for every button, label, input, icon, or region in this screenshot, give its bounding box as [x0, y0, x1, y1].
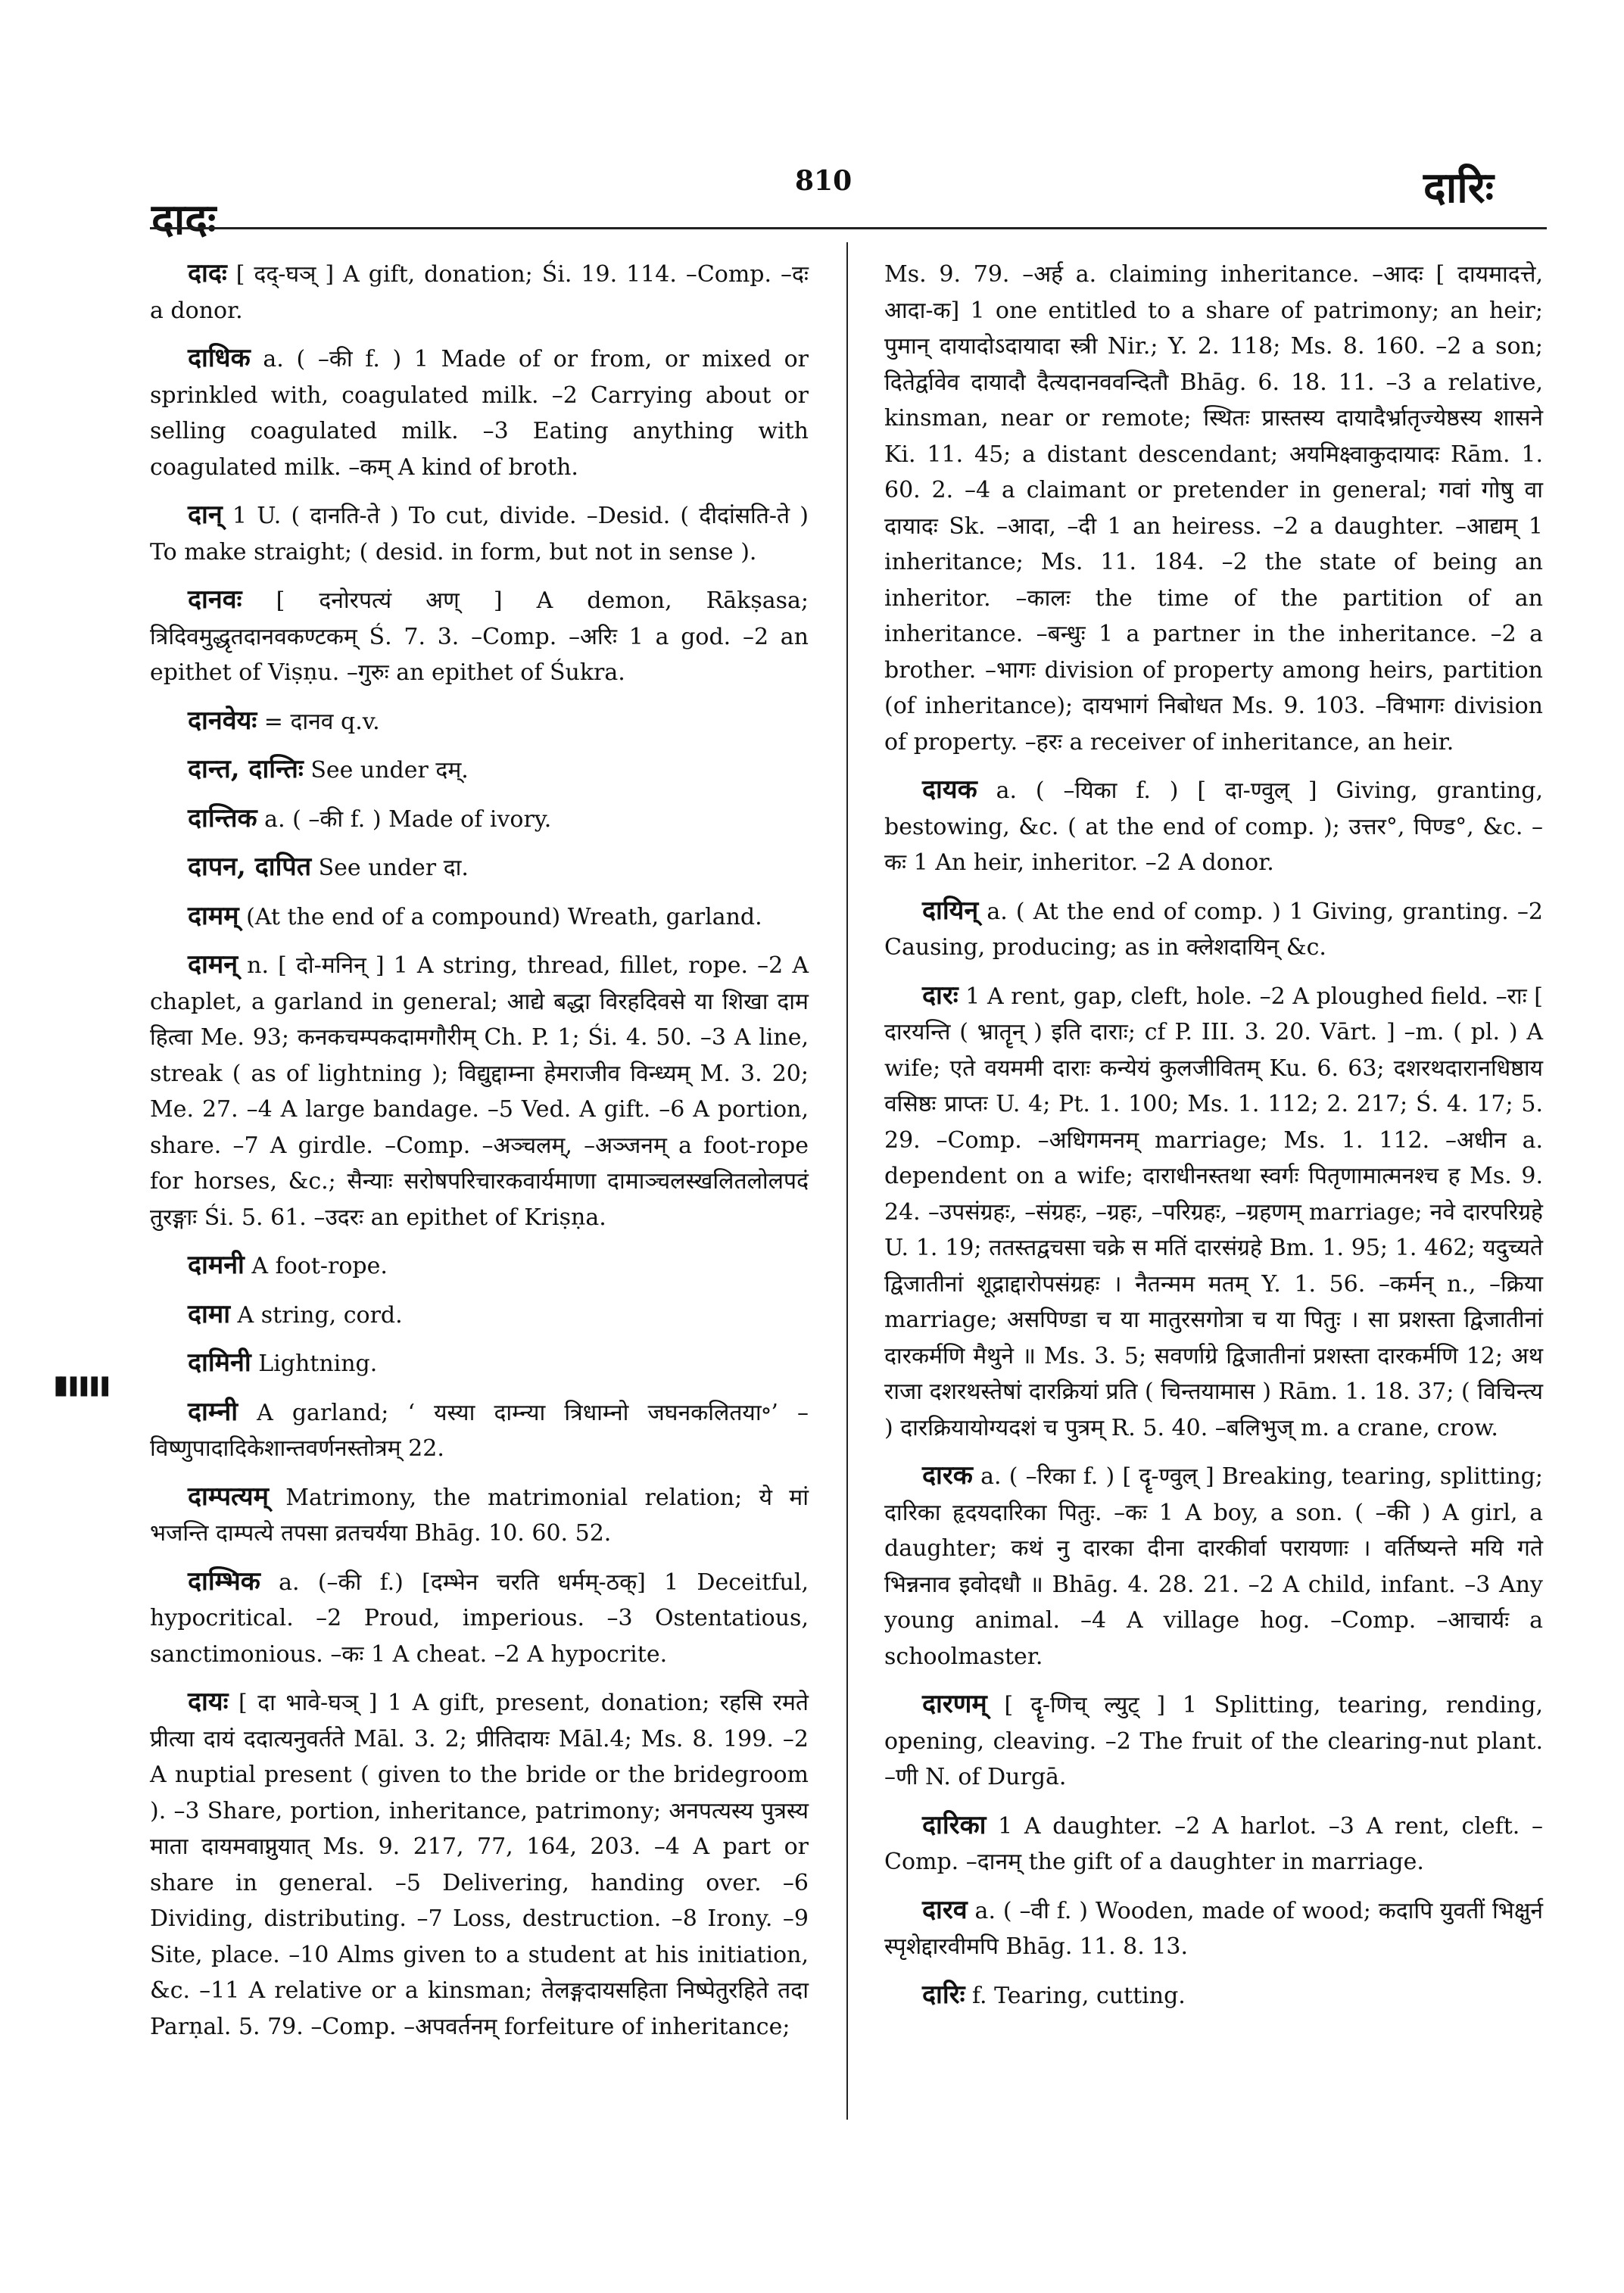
entry [150, 703, 809, 740]
definition: Matrimony, the matrimonial relation; ये मां भजन्ति दाम्पत्ये तपसा व्रतचर्यया Bhāg. 10. 60. 52. [150, 1484, 809, 1547]
running-head-left: दादः [151, 195, 217, 245]
headword: दाधिक [188, 343, 251, 373]
definition: a. ( –की f. ) 1 Made of or from, or mixed or sprinkled with, coagulated milk. –2 Carrying about or selling coagulated milk. –3 Eating anything with coagulated milk. –कम् A kind of broth. [150, 346, 809, 481]
entry [884, 1808, 1543, 1880]
entry [884, 772, 1543, 881]
definition: a. (–की f.) [दम्भेन चरति धर्मम्-ठक्] 1 Deceitful, hypocritical. –2 Proud, imperious. –3 Ostentatious, sanctimonious. –कः 1 A cheat. –2 A hypocrite. [150, 1569, 809, 1668]
entry [884, 978, 1543, 1447]
entry [884, 893, 1543, 966]
definition: a. ( –वी f. ) Wooden, made of wood; कदापि युवतीं भिक्षुर्न स्पृशेद्दारवीमपि Bhāg. 11. 8. 13. [884, 1897, 1543, 1960]
headword: दान् [188, 500, 223, 530]
entry [150, 1479, 809, 1552]
entry [884, 256, 1543, 760]
headword: दाम्नी [188, 1396, 238, 1427]
entry [884, 1893, 1543, 1965]
definition: a. ( –रिका f. ) [ दॄ-ण्वुल् ] Breaking, tearing, splitting; दारिका हृदयदारिका पितुः. –कः 1 A boy, a son. ( –की ) A girl, a daughter; कथं नु दारका दीना दारकीर्वा परायणाः । वर्तिष्यन्ते मयि गते भिन्ननाव इवोदधौ ॥ Bhāg. 4. 28. 21. –2 A child, infant. –3 Any young animal. –4 A village hog. –Comp. –आचार्यः a schoolmaster. [884, 1463, 1543, 1670]
definition: (At the end of a compound) Wreath, garland. [238, 903, 762, 930]
headword: दायः [188, 1687, 229, 1717]
entry [150, 1345, 809, 1382]
entry [150, 1394, 809, 1467]
headword: दान्त, दान्तिः [188, 754, 304, 784]
definition: a. ( At the end of comp. ) 1 Giving, granting. –2 Causing, producing; as in क्लेशदायिन् &c. [884, 898, 1543, 961]
headword: दाम्पत्यम् [188, 1481, 269, 1512]
headword: दादः [188, 258, 227, 288]
headword: दानवः [188, 584, 242, 615]
entry [150, 1684, 809, 2045]
headword: दायक [922, 774, 977, 805]
definition: 1 A rent, gap, cleft, hole. –2 A ploughed field. –राः [ दारयन्ति ( भ्रातॄन् ) इति दाराः; cf P. III. 3. 20. Vārt. ] –m. ( pl. ) A wife; एते वयममी दाराः कन्येयं कुलजीवितम् Ku. 6. 63; दशरथदारानधिष्ठाय वसिष्ठः प्राप्तः U. 4; Pt. 1. 100; Ms. 1. 112; 2. 217; Ś. 4. 17; 5. 29. –Comp. –अधिगमनम् marriage; Ms. 1. 112. –अधीन a. dependent on a wife; दाराधीनस्तथा स्वर्गः पितृणामात्मनश्च ह Ms. 9. 24. –उपसंग्रहः, –संग्रहः, –ग्रहः, –परिग्रहः, –ग्रहणम् marriage; नवे दारपरिग्रहे U. 1. 19; ततस्तद्वचसा चक्रे स मतिं दारसंग्रहे Bm. 1. 95; 1. 462; यदुच्यते द्विजातीनां शूद्राद्दारोपसंग्रहः । नैतन्मम मतम् Y. 1. 56. –कर्मन् n., –क्रिया marriage; असपिण्डा च या मातुरसगोत्रा च या पितुः । सा प्रशस्ता द्विजातीनां दारकर्मणि मैथुने ॥ Ms. 3. 5; सवर्णाग्रे द्विजातीनां प्रशस्ता दारकर्मणि 12; अथ राजा दशरथस्तेषां दारक्रियां प्रति ( चिन्तयामास ) Rām. 1. 18. 37; ( विचिन्त्य ) दारक्रियायोग्यदशं च पुत्रम् R. 5. 40. –बलिभुज् m. a crane, crow. [884, 983, 1543, 1441]
headword: दान्तिक [188, 802, 257, 833]
headword: दामन् [188, 949, 238, 980]
headword: दापन, दापित [188, 852, 312, 882]
entry [150, 752, 809, 789]
headword: दामम् [188, 900, 239, 931]
definition: a. ( –यिका f. ) [ दा-ण्वुल् ] Giving, granting, bestowing, &c. ( at the end of comp. ); उत्तर°, पिण्ड°, &c. –कः 1 An heir, inheritor. –2 A donor. [884, 777, 1543, 876]
headword: दारिः [922, 1979, 965, 2010]
entry [150, 947, 809, 1235]
entry [884, 1687, 1543, 1796]
left-column [150, 256, 809, 2057]
definition: Lightning. [251, 1351, 378, 1377]
definition: 1 A daughter. –2 A harlot. –3 A rent, cleft. –Comp. –दानम् the gift of a daughter in marriage. [884, 1812, 1543, 1875]
page-number: 810 [795, 165, 853, 197]
entry [150, 1248, 809, 1285]
entry [150, 341, 809, 485]
headword: दारव [922, 1894, 968, 1925]
entry [150, 582, 809, 691]
right-column [884, 256, 1543, 2026]
column-divider [846, 242, 848, 2120]
headword: दारक [922, 1460, 973, 1491]
headword: दामा [188, 1298, 230, 1329]
entry [150, 1297, 809, 1334]
headword: दामिनी [188, 1347, 251, 1378]
entry [150, 497, 809, 570]
running-head-right: दारिः [1423, 163, 1494, 213]
definition: = दानव q.v. [257, 708, 380, 735]
entry [150, 1564, 809, 1673]
definition: [ दद्-घञ् ] A gift, donation; Śi. 19. 114. –Comp. –दः a donor. [150, 261, 809, 324]
entry [150, 899, 809, 936]
header-rule [150, 227, 1547, 229]
definition: 1 U. ( दानति-ते ) To cut, divide. –Desid. ( दीदांसति-ते ) To make straight; ( desid. in form, but not in sense ). [150, 503, 809, 565]
headword: दारिका [922, 1809, 987, 1840]
definition: A garland; ‘ यस्या दाम्न्या त्रिधाम्नो जघनकलितया॰’ –विष्णुपादादिकेशान्तवर्णनस्तोत्रम् 22. [150, 1399, 809, 1462]
definition: See under दा. [311, 855, 469, 881]
headword: दायिन् [922, 895, 979, 926]
entry [884, 1977, 1543, 2014]
headword: दारणम् [922, 1689, 987, 1719]
headword: दामनी [188, 1250, 245, 1280]
headword: दारः [922, 980, 959, 1011]
definition: A string, cord. [230, 1301, 403, 1329]
side-marker: ▐▌▌▌▌▌ [49, 1377, 113, 1397]
definition: Ms. 9. 79. –अर्ह a. claiming inheritance. –आदः [ दायमादत्ते, आदा-क] 1 one entitled to a share of patrimony; an heir; पुमान् दायादोऽदायादा स्त्री Nir.; Y. 2. 118; Ms. 8. 160. –2 a son; दितेर्द्वावेव दायादौ दैत्यदानववन्दितौ Bhāg. 6. 18. 11. –3 a relative, kinsman, near or remote; स्थितः प्रास्तस्य दायादैर्भ्रातृज्येष्ठस्य शासने Ki. 11. 45; a distant descendant; अयमिक्ष्वाकुदायादः Rām. 1. 60. 2. –4 a claimant or pretender in general; गवां गोषु वा दायादः Sk. –आदा, –दी 1 an heiress. –2 a daughter. –आद्यम् 1 inheritance; Ms. 11. 184. –2 the state of being an inheritor. –कालः the time of the partition of an inheritance. –बन्धुः 1 a partner in the inheritance. –2 a brother. –भागः division of property among heirs, partition (of inheritance); दायभागं निबोधत Ms. 9. 103. –विभागः division of property. –हरः a receiver of inheritance, an heir. [884, 261, 1543, 756]
headword: दाम्भिक [188, 1566, 260, 1597]
entry [150, 849, 809, 886]
definition: a. ( –की f. ) Made of ivory. [257, 805, 552, 833]
definition: See under दम्. [303, 757, 469, 784]
entry [884, 1458, 1543, 1675]
entry [150, 256, 809, 329]
definition: n. [ दो-मनिन् ] 1 A string, thread, fillet, rope. –2 A chaplet, a garland in general; आद्ये बद्धा विरहदिवसे या शिखा दाम हित्वा Me. 93; कनकचम्पकदामगौरीम् Ch. P. 1; Śi. 4. 50. –3 A line, streak ( as of lightning ); विद्युद्दाम्ना हेमराजीव विन्ध्यम् M. 3. 20; Me. 27. –4 A large bandage. –5 Ved. A gift. –6 A portion, share. –7 A girdle. –Comp. –अञ्चलम्, –अञ्जनम् a foot-rope for horses, &c.; सैन्याः सरोषपरिचारकवार्यमाणा दामाञ्चलस्खलितलोलपदं तुरङ्गाः Śi. 5. 61. –उदरः an epithet of Kriṣṇa. [150, 952, 809, 1231]
headword: दानवेयः [188, 705, 257, 736]
definition: [ दॄ-णिच् ल्युट् ] 1 Splitting, tearing, rending, opening, cleaving. –2 The fruit of the clearing-nut plant. –णी N. of Durgā. [884, 1692, 1543, 1790]
definition: f. Tearing, cutting. [965, 1982, 1186, 2009]
entry [150, 801, 809, 838]
definition: A foot-rope. [244, 1253, 388, 1279]
definition: [ दनोरपत्यं अण् ] A demon, Rākṣasa; त्रिदिवमुद्धृतदानवकण्टकम् Ś. 7. 3. –Comp. –अरिः 1 a god. –2 an epithet of Viṣṇu. –गुरुः an epithet of Śukra. [150, 587, 809, 686]
definition: [ दा भावे-घञ् ] 1 A gift, present, donation; रहसि रमते प्रीत्या दायं ददात्यनुवर्तते Māl. 3. 2; प्रीतिदायः Māl.4; Ms. 8. 199. –2 A nuptial present ( given to the bride or the bridegroom ). –3 Share, portion, inheritance, patrimony; अनपत्यस्य पुत्रस्य माता दायमवाप्नुयात् Ms. 9. 217, 77, 164, 203. –4 A part or share in general. –5 Delivering, handing over. –6 Dividing, distributing. –7 Loss, destruction. –8 Irony. –9 Site, place. –10 Alms given to a student at his initiation, &c. –11 A relative or a kinsman; तेलङ्गदायसहिता निष्पेतुरहिते तदा Parṇal. 5. 79. –Comp. –अपवर्तनम् forfeiture of inheritance; [150, 1690, 809, 2040]
